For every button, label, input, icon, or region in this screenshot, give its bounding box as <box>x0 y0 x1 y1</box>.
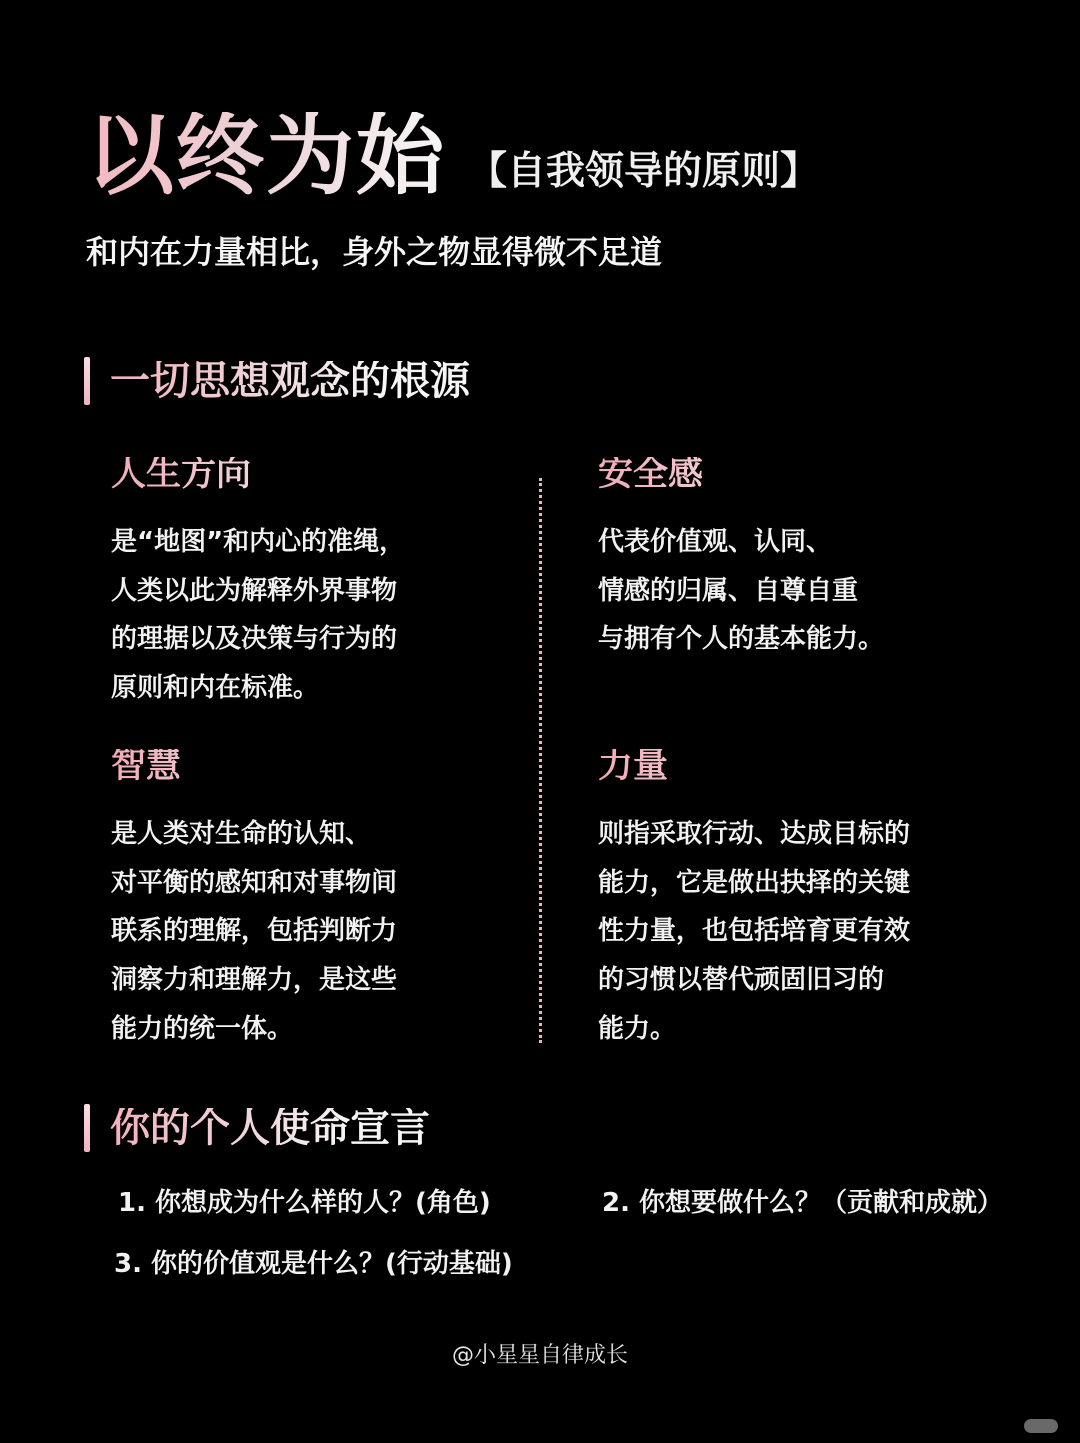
block-power <box>598 746 911 1054</box>
block-title-wisdom: 智慧 <box>111 749 397 784</box>
title-bracket-label: 【自我领导的原则】 <box>468 149 820 194</box>
page-subtitle: 和内在力量相比，身外之物显得微不足道 <box>86 233 663 271</box>
body-line: 性力量，也包括培育更有效 <box>598 916 911 947</box>
section-title-roots: 一切思想观念的根源 <box>110 358 470 404</box>
block-body-life-direction <box>111 518 405 713</box>
title-row <box>86 104 820 207</box>
body-line: 的习惯以替代顽固旧习的 <box>598 965 885 996</box>
section-bar-icon <box>84 1104 90 1152</box>
section-title-mission: 你的个人使命宣言 <box>110 1105 430 1151</box>
body-line: 原则和内在标准。 <box>111 673 320 704</box>
body-line: 是人类对生命的认知、 <box>111 819 372 849</box>
body-line: 人类以此为解释外界事物 <box>111 575 398 606</box>
block-body-security <box>598 518 884 664</box>
author-credit: @小星星自律成长 <box>451 1343 628 1368</box>
body-line: 能力的统一体。 <box>111 1013 294 1044</box>
body-line: 洞察力和理解力，是这些 <box>111 965 398 996</box>
block-title-security: 安全感 <box>598 457 884 492</box>
block-security <box>598 454 885 664</box>
body-line: 联系的理解，包括判断力 <box>111 916 398 947</box>
block-title-life-direction: 人生方向 <box>111 457 405 492</box>
watermark-logo-icon <box>1024 1419 1058 1433</box>
body-line: 是“地图”和内心的准绳， <box>111 527 406 557</box>
dotted-divider <box>539 478 542 1043</box>
section-header-mission <box>84 1104 430 1152</box>
body-line: 能力。 <box>598 1013 677 1044</box>
page-title: 以终为始 <box>86 104 447 207</box>
question-item-2: 2. 你想要做什么？（贡献和成就） <box>602 1188 1004 1218</box>
body-line: 情感的归属、自尊自重 <box>598 575 859 606</box>
block-life-direction <box>111 454 406 713</box>
body-line: 代表价值观、认同、 <box>598 527 833 557</box>
body-line: 能力，它是做出抉择的关键 <box>598 867 911 898</box>
section-header-roots <box>84 357 470 405</box>
body-line: 对平衡的感知和对事物间 <box>111 867 398 898</box>
question-item-3: 3. 你的价值观是什么？(行动基础) <box>114 1249 513 1279</box>
section-bar-icon <box>84 357 90 405</box>
block-title-power: 力量 <box>598 749 910 784</box>
block-body-wisdom <box>111 810 397 1054</box>
block-wisdom <box>111 746 398 1054</box>
body-line: 与拥有个人的基本能力。 <box>598 624 885 655</box>
body-line: 的理据以及决策与行为的 <box>111 624 398 655</box>
body-line: 则指采取行动、达成目标的 <box>598 819 911 849</box>
question-item-1: 1. 你想成为什么样的人？(角色) <box>118 1188 491 1218</box>
block-body-power <box>598 810 910 1054</box>
